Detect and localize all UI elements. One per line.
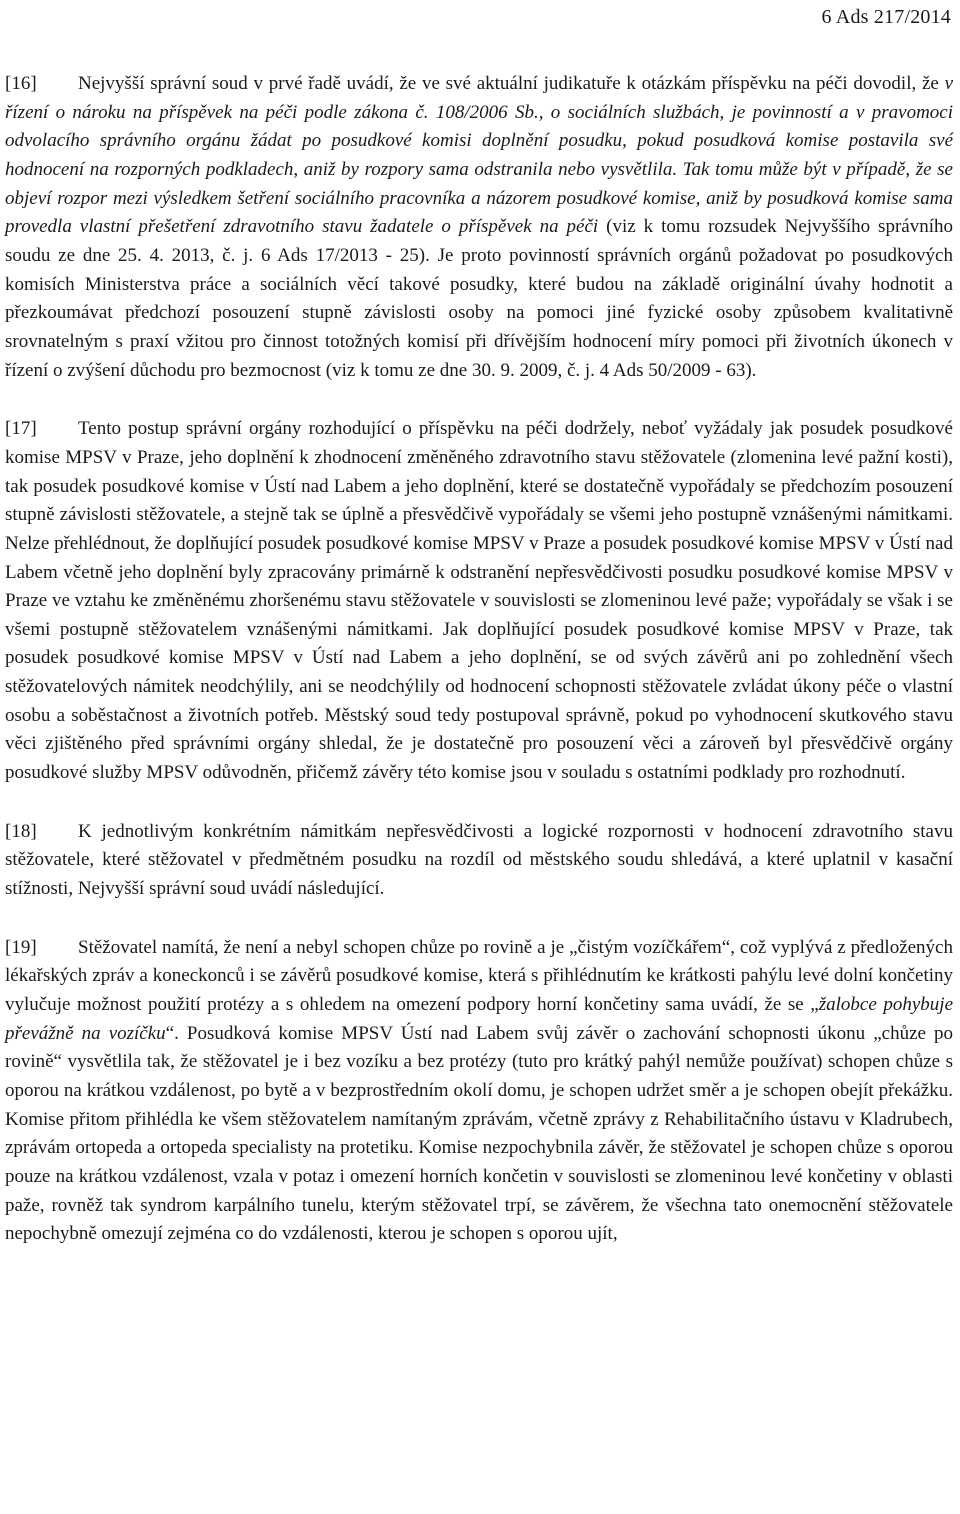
paragraph-number: [18] [5, 820, 37, 842]
paragraph-19 [5, 934, 953, 1249]
paragraph-17 [5, 415, 953, 788]
paragraph-text: (viz k tomu rozsudek Nejvyššího správního soudu ze dne 25. 4. 2013, č. j. 6 Ads 17/2013 - 25). Je proto povinností správních orgánů požadovat po posudkových komisích Ministerstva práce a sociálních věcí takové posudky, které budou na základě originální úvahy hodnotit a přezkoumávat předchozí posouzení stupně závislosti osoby na pomoci jiné fyzické osoby způsobem kvalitativně srovnatelným s praxí vžitou pro činnost totožných komisí při dřívějším hodnocení míry pomoci při životních úkonech v řízení o zvýšení důchodu pro bezmocnost (viz k tomu ze dne 30. 9. 2009, č. j. 4 Ads 50/2009 - 63). [5, 216, 953, 381]
paragraph-text: Nejvyšší správní soud v prvé řadě uvádí, že ve své aktuální judikatuře k otázkám příspěvku na péči dovodil, že [78, 73, 945, 94]
paragraph-text: “. Posudková komise MPSV Ústí nad Labem svůj závěr o zachování schopnosti úkonu „chůze po rovině“ vysvětlila tak, že stěžovatel je i bez vozíku a bez protézy (tuto pro krátký pahýl nemůže používat) schopen chůze s oporou na krátkou vzdálenost, po bytě a v bezprostředním okolí domu, je schopen udržet směr a je schopen obejít překážku. Komise přitom přihlédla ke všem stěžovatelem namítaným zprávám, včetně zprávy z Rehabilitačního ústavu v Kladrubech, zprávám ortopeda a ortopeda specialisty na protetiku. Komise nezpochybnila závěr, že stěžovatel je schopen chůze s oporou pouze na krátkou vzdálenost, vzala v potaz i omezení horních končetin v souvislosti se zlomeninou levé končetiny v oblasti paže, rovněž tak syndrom karpálního tunelu, kterým stěžovatel trpí, se závěrem, že všechna tato onemocnění stěžovatele nepochybně omezují zejména co do vzdálenosti, kterou je schopen s oporou ujít, [5, 1022, 953, 1245]
paragraph-text: Tento postup správní orgány rozhodující o příspěvku na péči dodržely, neboť vyžádaly jak posudek posudkové komise MPSV v Praze, jeho doplnění k zhodnocení změněného zdravotního stavu stěžovatele (zlomenina levé pažní kosti), tak posudek posudkové komise v Ústí nad Labem a jeho doplnění, které se dostatečně vypořádaly se předchozím posouzení stupně závislosti stěžovatele, a stejně tak se úplně a přesvědčivě vypořádaly se všemi jeho postupně vznášenými námitkami. Nelze přehlédnout, že doplňující posudek posudkové komise MPSV v Praze a posudek posudkové komise MPSV v Ústí nad Labem včetně jeho doplnění byly zpracovány primárně k odstranění nepřesvědčivosti posudku posudkové komise MPSV v Praze ve vztahu ke změněnému zhoršenému stavu stěžovatele v souvislosti se zlomeninou levé paže; vypořádaly se však i se všemi postupně stěžovatelem vznášenými námitkami. Jak doplňující posudek posudkové komise MPSV v Praze, tak posudek posudkové komise MPSV v Ústí nad Labem a jeho doplnění, se od svých závěrů ani po zohlednění všech stěžovatelových námitek neodchýlily, ani se neodchýlily od hodnocení schopnosti stěžovatele zvládat úkony péče o vlastní osobu a soběstačnost a životních potřeb. Městský soud tedy postupoval správně, pokud po vyhodnocení skutkového stavu věci zjištěného před správními orgány shledal, že je dostatečně pro posouzení věci a zároveň byl přesvědčivě orgány posudkové služby MPSV odůvodněn, přičemž závěry této komise jsou v souladu s ostatními podklady pro rozhodnutí. [5, 418, 953, 784]
case-number: 6 Ads 217/2014 [821, 6, 951, 28]
italic-quotation: žalobce pohybuje převážně na vozíčku [5, 994, 954, 1044]
paragraph-number: [17] [5, 418, 37, 440]
paragraph-16 [5, 70, 953, 385]
document-body [5, 70, 953, 1249]
paragraph-18 [5, 818, 953, 904]
paragraph-text: K jednotlivým konkrétním námitkám nepřesvědčivosti a logické rozpornosti v hodnocení zdravotního stavu stěžovatele, které stěžovatel v předmětném posudku na rozdíl od městského soudu shledává, a které uplatnil v kasační stížnosti, Nejvyšší správní soud uvádí následující. [5, 820, 953, 900]
italic-quotation: v řízení o nároku na příspěvek na péči podle zákona č. 108/2006 Sb., o sociálních službách, je povinností a v pravomoci odvolacího správního orgánu žádat po posudkové komisi doplnění posudku, pokud posudková komise postavila své hodnocení na rozporných podkladech, aniž by rozpory sama odstranila nebo vysvětlila. Tak tomu může být v případě, že se objeví rozpor mezi výsledkem šetření sociálního pracovníka a názorem posudkové komise, aniž by posudková komise sama provedla vlastní přešetření zdravotního stavu žadatele o příspěvek na péči [5, 73, 953, 238]
paragraph-number: [16] [5, 73, 37, 94]
paragraph-number: [19] [5, 936, 37, 958]
paragraph-text: Stěžovatel namítá, že není a nebyl schopen chůze po rovině a je „čistým vozíčkářem“, což vyplývá z předložených lékařských zpráv a koneckonců i se závěrů posudkové komise, která s přihlédnutím ke krátkosti pahýlu levé dolní končetiny vylučuje možnost použití protézy a s ohledem na omezení podpory horní končetiny sama uvádí, že se „ [5, 936, 953, 1016]
